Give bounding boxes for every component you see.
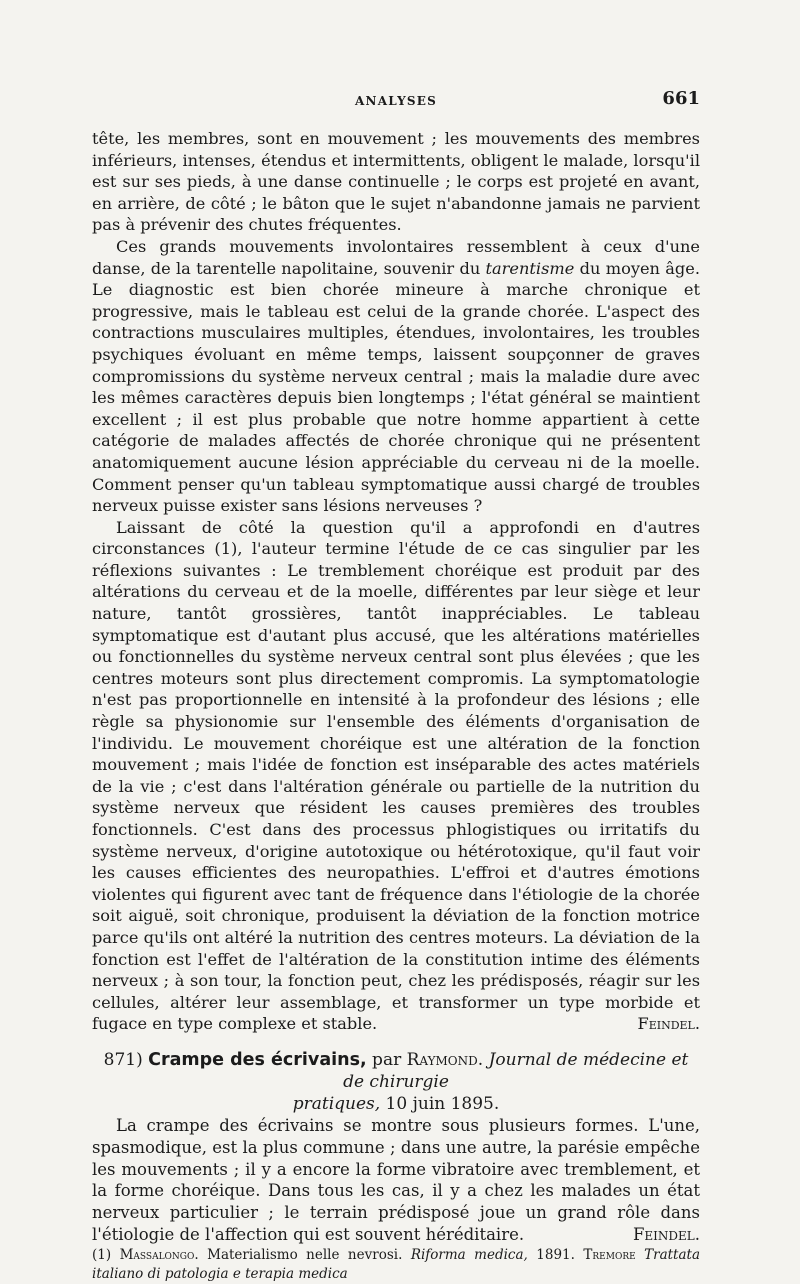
footnote-author-1: Massalongo. [119, 1246, 199, 1263]
entry-signature: Feindel. [632, 1224, 700, 1244]
entry-author: Raymond. [406, 1049, 484, 1070]
paragraph-3 [92, 517, 700, 1035]
page-number: 661 [662, 88, 700, 109]
author-signature: Feindel. [637, 1014, 700, 1034]
footnote [92, 1246, 700, 1284]
footnote-author-2: Tremore [583, 1246, 636, 1263]
footnote-journal-1: Riforma medica, [410, 1246, 528, 1263]
entry-journal: Journal de médecine et de chirurgie [343, 1049, 689, 1092]
italic-term: tarentisme [485, 258, 575, 278]
entry-text: La crampe des écrivains se montre sous plusieurs formes. L'une, spasmodique, est la plus commune ; dans une autre, la parésie empêche les mouvements ; il y a encore la forme vibratoire avec tremblement, et la forme choréique. Dans tous les cas, il y a chez les malades un état nerveux particulier ; le terrain prédisposé joue un grand rôle dans l'étiologie de l'affection qui est souvent héréditaire. [92, 1115, 700, 1244]
footnote-marker: (1) [92, 1246, 120, 1263]
entry-journal-cont: pratiques, [292, 1093, 381, 1114]
footnote-text-2: Trattata italiano di patologia e terapia medica [92, 1246, 700, 1282]
entry-by: par [366, 1049, 407, 1070]
paragraph-2-part-a: Ces grands mouvements involontaires ressemblent à ceux d'une danse, de la tarentelle napolitaine, souvenir du [92, 236, 700, 278]
article-body [92, 128, 700, 1284]
running-head [92, 88, 700, 114]
paragraph-1: tête, les membres, sont en mouvement ; les mouvements des membres inférieurs, intenses, étendus et intermittents, obligent le malade, lorsqu'il est sur ses pieds, à une danse continuelle ; le corps est projeté en avant, en arrière, de côté ; le bâton que le sujet n'abandonne jamais ne parvient pas à prévenir des chutes fréquentes. [92, 129, 700, 235]
entry-date: 10 juin 1895. [380, 1093, 500, 1114]
paragraph-2 [92, 236, 700, 517]
page-header-title: ANALYSES [355, 94, 437, 108]
paragraph-3-text: Laissant de côté la question qu'il a approfondi en d'autres circonstances (1), l'auteur termine l'étude de ce cas singulier par les réflexions suivantes : Le tremblement choréique est produit par des altérations du cerveau et de la moelle, différentes par leur siège et leur nature, tantôt grossières, tantôt inappréciables. Le tableau symptomatique est d'autant plus accusé, que les altérations matérielles ou fonctionnelles du système nerveux central sont plus élevées ; que les centres moteurs sont plus directement compromis. La symptomatologie n'est pas proportionnelle en intensité à la profondeur des lésions ; elle règle sa physionomie sur l'ensemble des éléments d'organisation de l'individu. Le mouvement choréique est une altération de la fonction mouvement ; mais l'idée de fonction est inséparable des actes matériels de la vie ; c'est dans l'altération générale ou partielle de la nutrition du système nerveux que résident les causes premières des troubles fonctionnels. C'est dans des processus phlogistiques ou irritatifs du système nerveux, d'origine autotoxique ou hétérotoxique, qu'il faut voir les causes efficientes des neuropathies. L'effroi et d'autres émotions violentes qui figurent avec tant de fréquence dans l'étiologie de la chorée soit aiguë, soit chronique, produisent la déviation de la fonction motrice parce qu'ils ont altéré la nutrition des centres moteurs. La déviation de la fonction est l'effet de l'altération de la constitution intime des éléments nerveux ; à son tour, la fonction peut, chez les prédisposés, réagir sur les cellules, altérer leur assemblage, et transformer un type morbide et fugace en type complexe et stable. [92, 517, 700, 1034]
footnote-year-1: 1891. [527, 1246, 584, 1263]
entry-heading [92, 1049, 700, 1115]
entry-title: Crampe des écrivains, [148, 1049, 367, 1070]
entry-number: 871) [103, 1049, 143, 1070]
paragraph-2-part-b: du moyen âge. Le diagnostic est bien chorée mineure à marche chronique et progressive, mais le tableau est celui de la grande chorée. L'aspect des contractions musculaires multiples, étendues, involontaires, les troubles psychiques évoluant en même temps, laissent soupçonner de graves compromissions du système nerveux central ; mais la maladie dure avec les mêmes caractères depuis bien longtemps ; l'état général se maintient excellent ; il est plus probable que notre homme appartient à cette catégorie de malades affectés de chorée chronique qui ne présentent anatomiquement aucune lésion appréciable du cerveau ni de la moelle. Comment penser qu'un tableau symptomatique aussi chargé de troubles nerveux puisse exister sans lésions nerveuses ? [92, 258, 700, 516]
entry-paragraph [92, 1115, 700, 1246]
footnote-text-1: Materialismo nelle nevrosi. [198, 1246, 411, 1263]
